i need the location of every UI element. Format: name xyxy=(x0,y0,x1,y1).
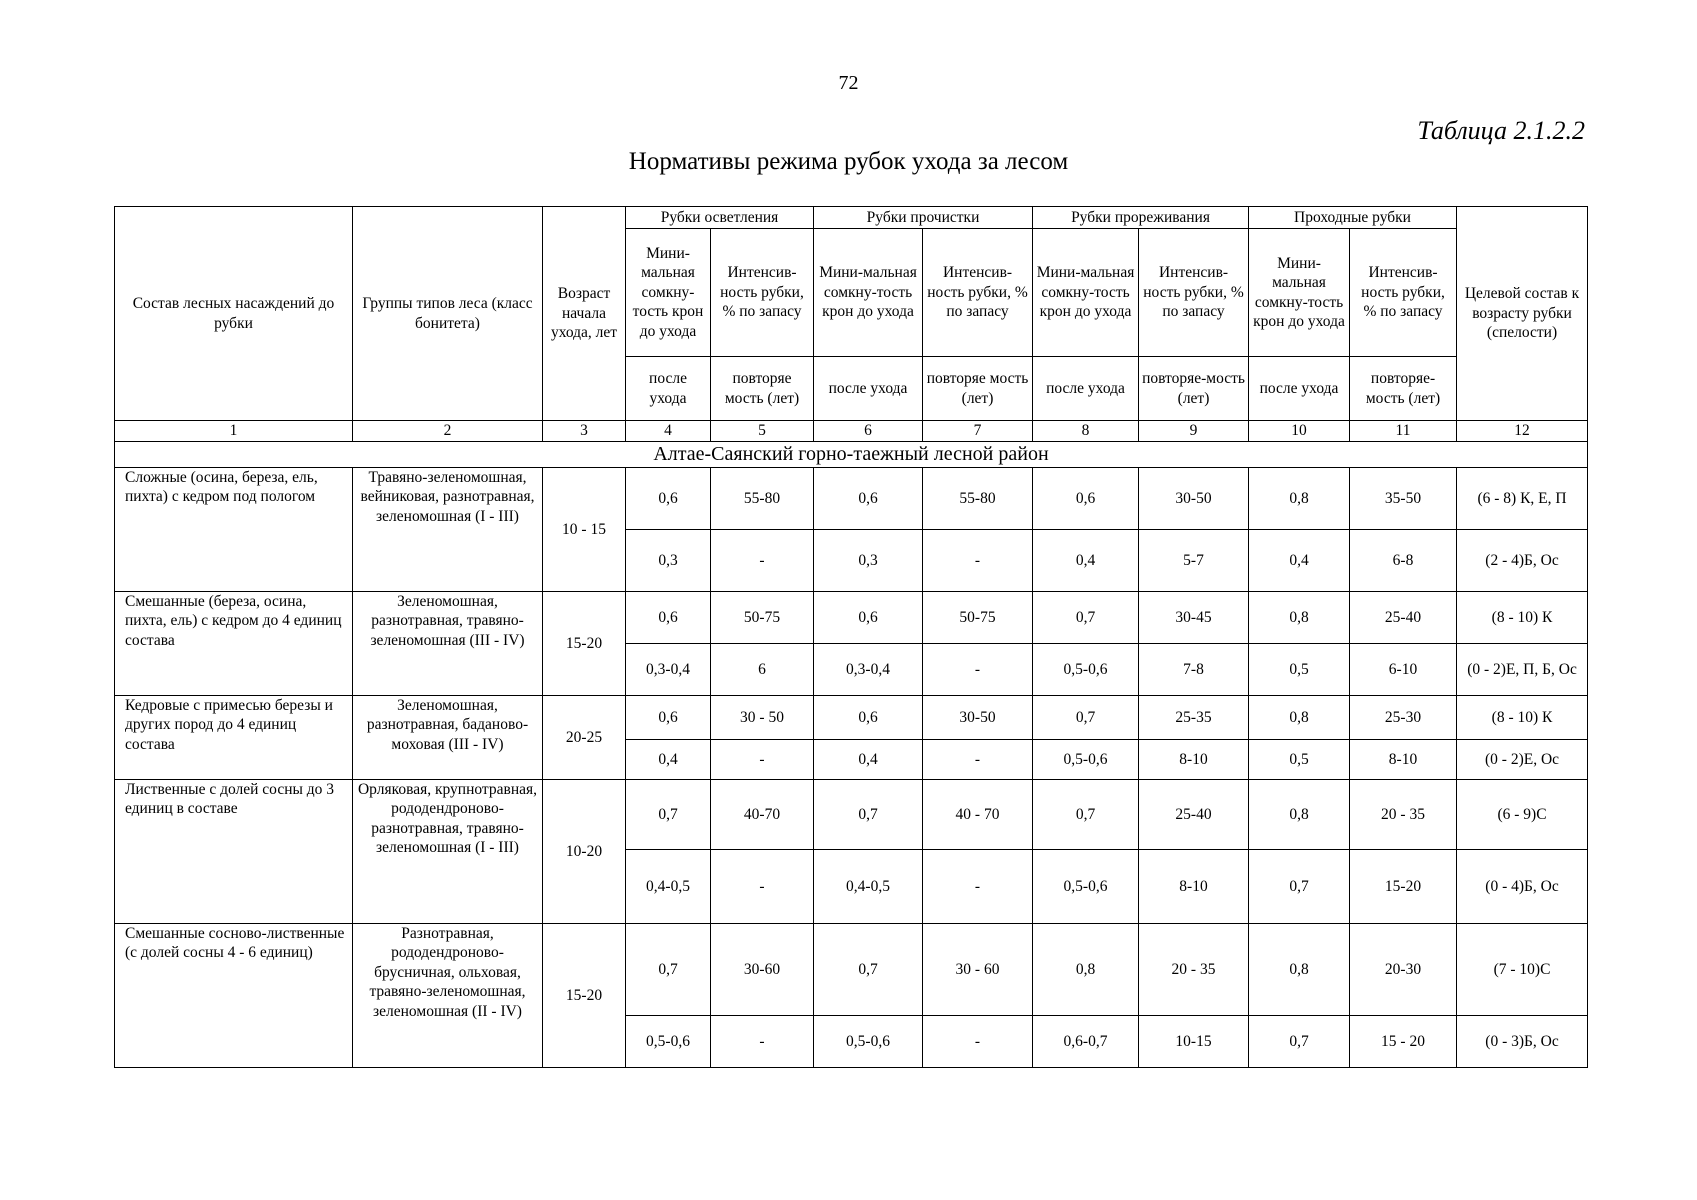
value-cell: 0,6-0,7 xyxy=(1033,1016,1139,1068)
document-title: Нормативы режима рубок ухода за лесом xyxy=(628,148,1069,175)
value-cell: 0,3-0,4 xyxy=(814,644,923,696)
value-cell: - xyxy=(923,644,1033,696)
table-row xyxy=(115,592,1588,644)
value-cell: 0,6 xyxy=(1033,468,1139,530)
value-cell: 0,8 xyxy=(1249,468,1350,530)
value-cell: 25-40 xyxy=(1139,780,1249,850)
value-cell: 6 xyxy=(711,644,814,696)
value-cell: 6-10 xyxy=(1350,644,1457,696)
value-cell: 35-50 xyxy=(1350,468,1457,530)
value-cell: 0,4 xyxy=(626,740,711,780)
header-after-2: после ухода xyxy=(814,357,923,421)
column-number: 10 xyxy=(1249,421,1350,442)
value-cell: 30-50 xyxy=(923,696,1033,740)
header-min-density-4: Мини-мальная сомкну-тость крон до ухода xyxy=(1249,229,1350,357)
table-row xyxy=(115,696,1588,740)
header-intensity-2: Интенсив-ность рубки, % по запасу xyxy=(923,229,1033,357)
target-cell: (0 - 2)Е, Ос xyxy=(1457,740,1588,780)
age-cell: 15-20 xyxy=(543,592,626,696)
target-cell: (8 - 10) К xyxy=(1457,696,1588,740)
table-row xyxy=(115,468,1588,530)
value-cell: 0,6 xyxy=(626,468,711,530)
value-cell: 25-40 xyxy=(1350,592,1457,644)
value-cell: - xyxy=(923,850,1033,924)
value-cell: 40-70 xyxy=(711,780,814,850)
value-cell: 0,3 xyxy=(626,530,711,592)
header-forest-type: Группы типов леса (класс бонитета) xyxy=(353,207,543,421)
value-cell: 25-35 xyxy=(1139,696,1249,740)
target-cell: (0 - 2)Е, П, Б, Ос xyxy=(1457,644,1588,696)
composition-cell: Лиственные с долей сосны до 3 единиц в составе xyxy=(115,780,353,924)
value-cell: - xyxy=(711,530,814,592)
value-cell: 0,8 xyxy=(1249,592,1350,644)
region-heading: Алтае-Саянский горно-таежный лесной район xyxy=(115,442,1588,468)
value-cell: 0,8 xyxy=(1249,696,1350,740)
value-cell: 0,5-0,6 xyxy=(1033,850,1139,924)
forest-type-cell: Разнотравная, рододендроново-брусничная, ольховая, травяно-зеленомошная, зеленомошная (II - IV) xyxy=(353,924,543,1068)
header-group-thinning: Рубки прореживания xyxy=(1033,207,1249,229)
value-cell: 0,6 xyxy=(814,696,923,740)
age-cell: 20-25 xyxy=(543,696,626,780)
target-cell: (0 - 4)Б, Ос xyxy=(1457,850,1588,924)
value-cell: 40 - 70 xyxy=(923,780,1033,850)
header-target: Целевой состав к возрасту рубки (спелости) xyxy=(1457,207,1588,421)
column-number: 6 xyxy=(814,421,923,442)
header-after-1: после ухода xyxy=(626,357,711,421)
target-cell: (6 - 9)С xyxy=(1457,780,1588,850)
value-cell: 0,5 xyxy=(1249,644,1350,696)
composition-cell: Смешанные сосново-лиственные (с долей сосны 4 - 6 единиц) xyxy=(115,924,353,1068)
header-intensity-1: Интенсив-ность рубки, % по запасу xyxy=(711,229,814,357)
value-cell: 0,6 xyxy=(814,592,923,644)
age-cell: 10 - 15 xyxy=(543,468,626,592)
value-cell: - xyxy=(923,530,1033,592)
value-cell: 0,5-0,6 xyxy=(1033,644,1139,696)
age-cell: 15-20 xyxy=(543,924,626,1068)
target-cell: (7 - 10)С xyxy=(1457,924,1588,1016)
table-row xyxy=(115,780,1588,850)
value-cell: 0,4 xyxy=(1249,530,1350,592)
value-cell: 0,4 xyxy=(814,740,923,780)
value-cell: 20 - 35 xyxy=(1139,924,1249,1016)
value-cell: 30-50 xyxy=(1139,468,1249,530)
target-cell: (0 - 3)Б, Ос xyxy=(1457,1016,1588,1068)
value-cell: 30 - 60 xyxy=(923,924,1033,1016)
forest-type-cell: Травяно-зеленомошная, вейниковая, разнотравная, зеленомошная (I - III) xyxy=(353,468,543,592)
value-cell: 0,7 xyxy=(814,780,923,850)
header-min-density-3: Мини-мальная сомкну-тость крон до ухода xyxy=(1033,229,1139,357)
column-number: 3 xyxy=(543,421,626,442)
value-cell: 0,5-0,6 xyxy=(626,1016,711,1068)
header-repeat-4: повторяе-мость (лет) xyxy=(1350,357,1457,421)
value-cell: 0,8 xyxy=(1249,780,1350,850)
value-cell: 0,6 xyxy=(626,592,711,644)
value-cell: 0,7 xyxy=(1249,850,1350,924)
value-cell: 0,7 xyxy=(626,780,711,850)
value-cell: 30-60 xyxy=(711,924,814,1016)
header-repeat-3: повторяе-мость (лет) xyxy=(1139,357,1249,421)
value-cell: - xyxy=(711,1016,814,1068)
value-cell: 0,5-0,6 xyxy=(814,1016,923,1068)
value-cell: 0,7 xyxy=(1033,696,1139,740)
value-cell: 10-15 xyxy=(1139,1016,1249,1068)
value-cell: 30-45 xyxy=(1139,592,1249,644)
header-min-density-1: Мини-мальная сомкну-тость крон до ухода xyxy=(626,229,711,357)
value-cell: 50-75 xyxy=(711,592,814,644)
value-cell: 5-7 xyxy=(1139,530,1249,592)
value-cell: 7-8 xyxy=(1139,644,1249,696)
value-cell: 0,3-0,4 xyxy=(626,644,711,696)
value-cell: 0,8 xyxy=(1033,924,1139,1016)
value-cell: 6-8 xyxy=(1350,530,1457,592)
header-composition: Состав лесных насаждений до рубки xyxy=(115,207,353,421)
value-cell: 0,4 xyxy=(1033,530,1139,592)
composition-cell: Смешанные (береза, осина, пихта, ель) с кедром до 4 единиц состава xyxy=(115,592,353,696)
value-cell: 0,7 xyxy=(1249,1016,1350,1068)
header-repeat-2: повторяе мость (лет) xyxy=(923,357,1033,421)
column-number: 11 xyxy=(1350,421,1457,442)
value-cell: 8-10 xyxy=(1139,740,1249,780)
value-cell: 8-10 xyxy=(1139,850,1249,924)
header-after-4: после ухода xyxy=(1249,357,1350,421)
forest-type-cell: Зеленомошная, разнотравная, травяно-зеленомошная (III - IV) xyxy=(353,592,543,696)
table-label: Таблица 2.1.2.2 xyxy=(1417,116,1585,145)
target-cell: (8 - 10) К xyxy=(1457,592,1588,644)
header-after-3: после ухода xyxy=(1033,357,1139,421)
norms-table xyxy=(114,206,1588,1068)
column-number: 12 xyxy=(1457,421,1588,442)
header-min-density-2: Мини-мальная сомкну-тость крон до ухода xyxy=(814,229,923,357)
header-repeat-1: повторяе мость (лет) xyxy=(711,357,814,421)
forest-type-cell: Орляковая, крупнотравная, рододендроново-разнотравная, травяно-зеленомошная (I - III) xyxy=(353,780,543,924)
value-cell: 20-30 xyxy=(1350,924,1457,1016)
target-cell: (6 - 8) К, Е, П xyxy=(1457,468,1588,530)
header-intensity-3: Интенсив-ность рубки, % по запасу xyxy=(1139,229,1249,357)
value-cell: - xyxy=(923,1016,1033,1068)
page-number: 72 xyxy=(838,72,859,94)
value-cell: 15 - 20 xyxy=(1350,1016,1457,1068)
header-age: Возраст начала ухода, лет xyxy=(543,207,626,421)
value-cell: 0,7 xyxy=(1033,592,1139,644)
value-cell: 0,5 xyxy=(1249,740,1350,780)
column-number-row xyxy=(115,421,1588,442)
composition-cell: Сложные (осина, береза, ель, пихта) с кедром под пологом xyxy=(115,468,353,592)
value-cell: 55-80 xyxy=(711,468,814,530)
value-cell: 0,4-0,5 xyxy=(814,850,923,924)
value-cell: 0,7 xyxy=(1033,780,1139,850)
value-cell: 50-75 xyxy=(923,592,1033,644)
value-cell: 0,6 xyxy=(626,696,711,740)
forest-type-cell: Зеленомошная, разнотравная, бадановo-моховая (III - IV) xyxy=(353,696,543,780)
column-number: 1 xyxy=(115,421,353,442)
value-cell: 0,7 xyxy=(814,924,923,1016)
table-body xyxy=(115,442,1588,1068)
column-number: 7 xyxy=(923,421,1033,442)
header-group-passing: Проходные рубки xyxy=(1249,207,1457,229)
value-cell: - xyxy=(923,740,1033,780)
table-header xyxy=(115,207,1588,442)
column-number: 2 xyxy=(353,421,543,442)
value-cell: 0,6 xyxy=(814,468,923,530)
column-number: 9 xyxy=(1139,421,1249,442)
column-number: 5 xyxy=(711,421,814,442)
header-group-clearing: Рубки осветления xyxy=(626,207,814,229)
value-cell: 0,7 xyxy=(626,924,711,1016)
column-number: 4 xyxy=(626,421,711,442)
value-cell: 0,4-0,5 xyxy=(626,850,711,924)
value-cell: 55-80 xyxy=(923,468,1033,530)
value-cell: 25-30 xyxy=(1350,696,1457,740)
value-cell: 20 - 35 xyxy=(1350,780,1457,850)
target-cell: (2 - 4)Б, Ос xyxy=(1457,530,1588,592)
value-cell: 0,8 xyxy=(1249,924,1350,1016)
value-cell: 15-20 xyxy=(1350,850,1457,924)
header-group-cleaning: Рубки прочистки xyxy=(814,207,1033,229)
header-intensity-4: Интенсив-ность рубки, % по запасу xyxy=(1350,229,1457,357)
composition-cell: Кедровые с примесью березы и других пород до 4 единиц состава xyxy=(115,696,353,780)
age-cell: 10-20 xyxy=(543,780,626,924)
value-cell: 0,5-0,6 xyxy=(1033,740,1139,780)
value-cell: 0,3 xyxy=(814,530,923,592)
value-cell: - xyxy=(711,740,814,780)
value-cell: 8-10 xyxy=(1350,740,1457,780)
column-number: 8 xyxy=(1033,421,1139,442)
table-row xyxy=(115,924,1588,1016)
value-cell: 30 - 50 xyxy=(711,696,814,740)
value-cell: - xyxy=(711,850,814,924)
